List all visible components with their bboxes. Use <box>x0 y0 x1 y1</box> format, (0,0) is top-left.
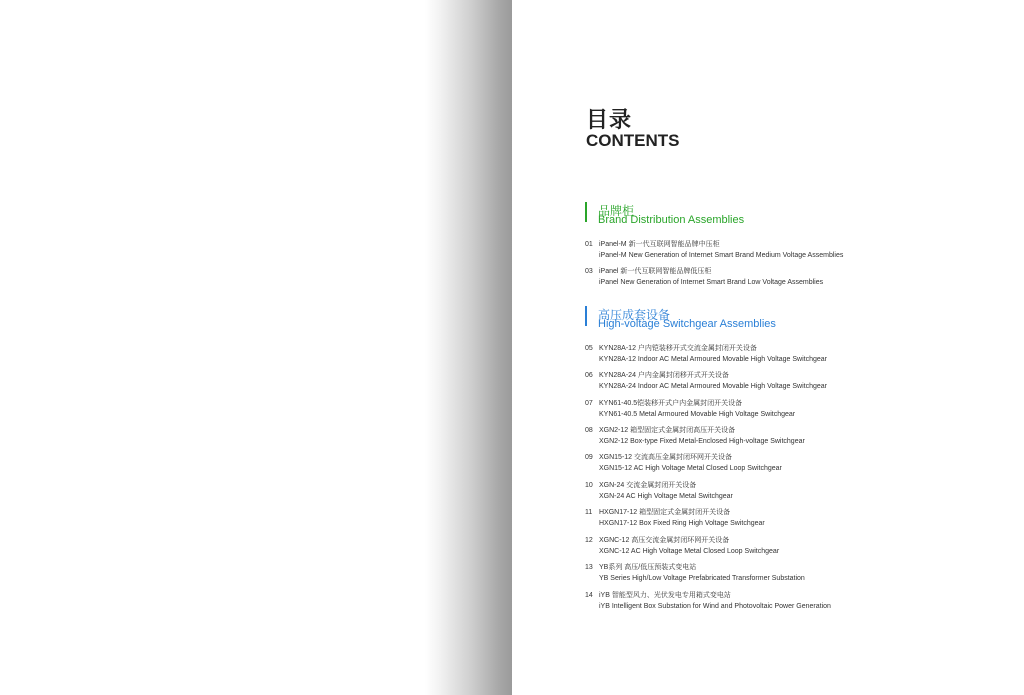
entry-title-chinese: XGNC-12 高压交流金属封闭环网开关设备 <box>599 537 730 544</box>
section-title-english: High-voltage Switchgear Assemblies <box>598 318 776 330</box>
entry-title-chinese: iPanel-M 新一代互联网智能品牌中压柜 <box>599 241 720 248</box>
page-number: 13 <box>585 564 593 571</box>
page-title-english: CONTENTS <box>586 131 680 150</box>
entry-title-english: HXGN17-12 Box Fixed Ring High Voltage Switchgear <box>599 519 765 527</box>
section-title-english: Brand Distribution Assemblies <box>598 214 745 226</box>
section-title-chinese: 品牌柜 <box>598 204 635 218</box>
entry-title-chinese: KYN28A-24 户内金属封闭移开式开关设备 <box>599 372 729 379</box>
entry-title-english: XGN2-12 Box-type Fixed Metal-Enclosed High-voltage Switchgear <box>599 437 805 445</box>
entry-title-chinese: XGN-24 交流金属封闭开关设备 <box>599 482 697 489</box>
entry-title-chinese: XGN15-12 交流高压金属封闭环网开关设备 <box>599 454 733 461</box>
section-accent-bar <box>585 202 587 222</box>
entry-title-english: XGNC-12 AC High Voltage Metal Closed Loop Switchgear <box>599 547 780 555</box>
section-title-chinese: 高压成套设备 <box>598 308 671 322</box>
entry-title-english: XGN15-12 AC High Voltage Metal Closed Loop Switchgear <box>599 464 782 472</box>
entry-title-english: YB Series High/Low Voltage Prefabricated Transformer Substation <box>599 574 805 582</box>
entry-title-english: KYN28A-12 Indoor AC Metal Armoured Movable High Voltage Switchgear <box>599 355 828 363</box>
page-number: 09 <box>585 454 593 461</box>
entry-title-chinese: YB系列 高压/低压预装式变电站 <box>599 564 697 571</box>
page-number: 01 <box>585 241 593 248</box>
entry-title-english: iPanel-M New Generation of Internet Smart Brand Medium Voltage Assemblies <box>599 251 844 259</box>
page-number: 03 <box>585 268 593 275</box>
page-number: 12 <box>585 537 593 544</box>
entry-title-chinese: iPanel 新一代互联网智能品牌低压柜 <box>599 268 712 275</box>
entry-title-chinese: KYN61-40.5铠装移开式户内金属封闭开关设备 <box>599 400 743 407</box>
page-number: 10 <box>585 482 593 489</box>
page-number: 07 <box>585 400 593 407</box>
entry-title-chinese: KYN28A-12 户内铠装移开式交流金属封闭开关设备 <box>599 345 757 352</box>
entry-title-english: KYN28A-24 Indoor AC Metal Armoured Movable High Voltage Switchgear <box>599 382 828 390</box>
entry-title-english: iYB Intelligent Box Substation for Wind and Photovoltaic Power Generation <box>599 602 831 610</box>
page-number: 06 <box>585 372 593 379</box>
entry-title-chinese: HXGN17-12 箱型固定式金属封闭开关设备 <box>599 509 731 516</box>
entry-title-english: iPanel New Generation of Internet Smart Brand Low Voltage Assemblies <box>599 278 824 286</box>
entry-title-english: KYN61-40.5 Metal Armoured Movable High Voltage Switchgear <box>599 410 796 418</box>
page-number: 11 <box>585 509 593 516</box>
entry-title-chinese: XGN2-12 箱型固定式金属封闭高压开关设备 <box>599 427 736 434</box>
page-number: 08 <box>585 427 593 434</box>
section-accent-bar <box>585 306 587 326</box>
page-number: 14 <box>585 592 593 599</box>
page-number: 05 <box>585 345 593 352</box>
entry-title-english: XGN-24 AC High Voltage Metal Switchgear <box>599 492 733 500</box>
entry-title-chinese: iYB 智能型风力、光伏发电专用箱式变电站 <box>599 592 731 599</box>
page-title-chinese: 目录 <box>586 108 633 133</box>
